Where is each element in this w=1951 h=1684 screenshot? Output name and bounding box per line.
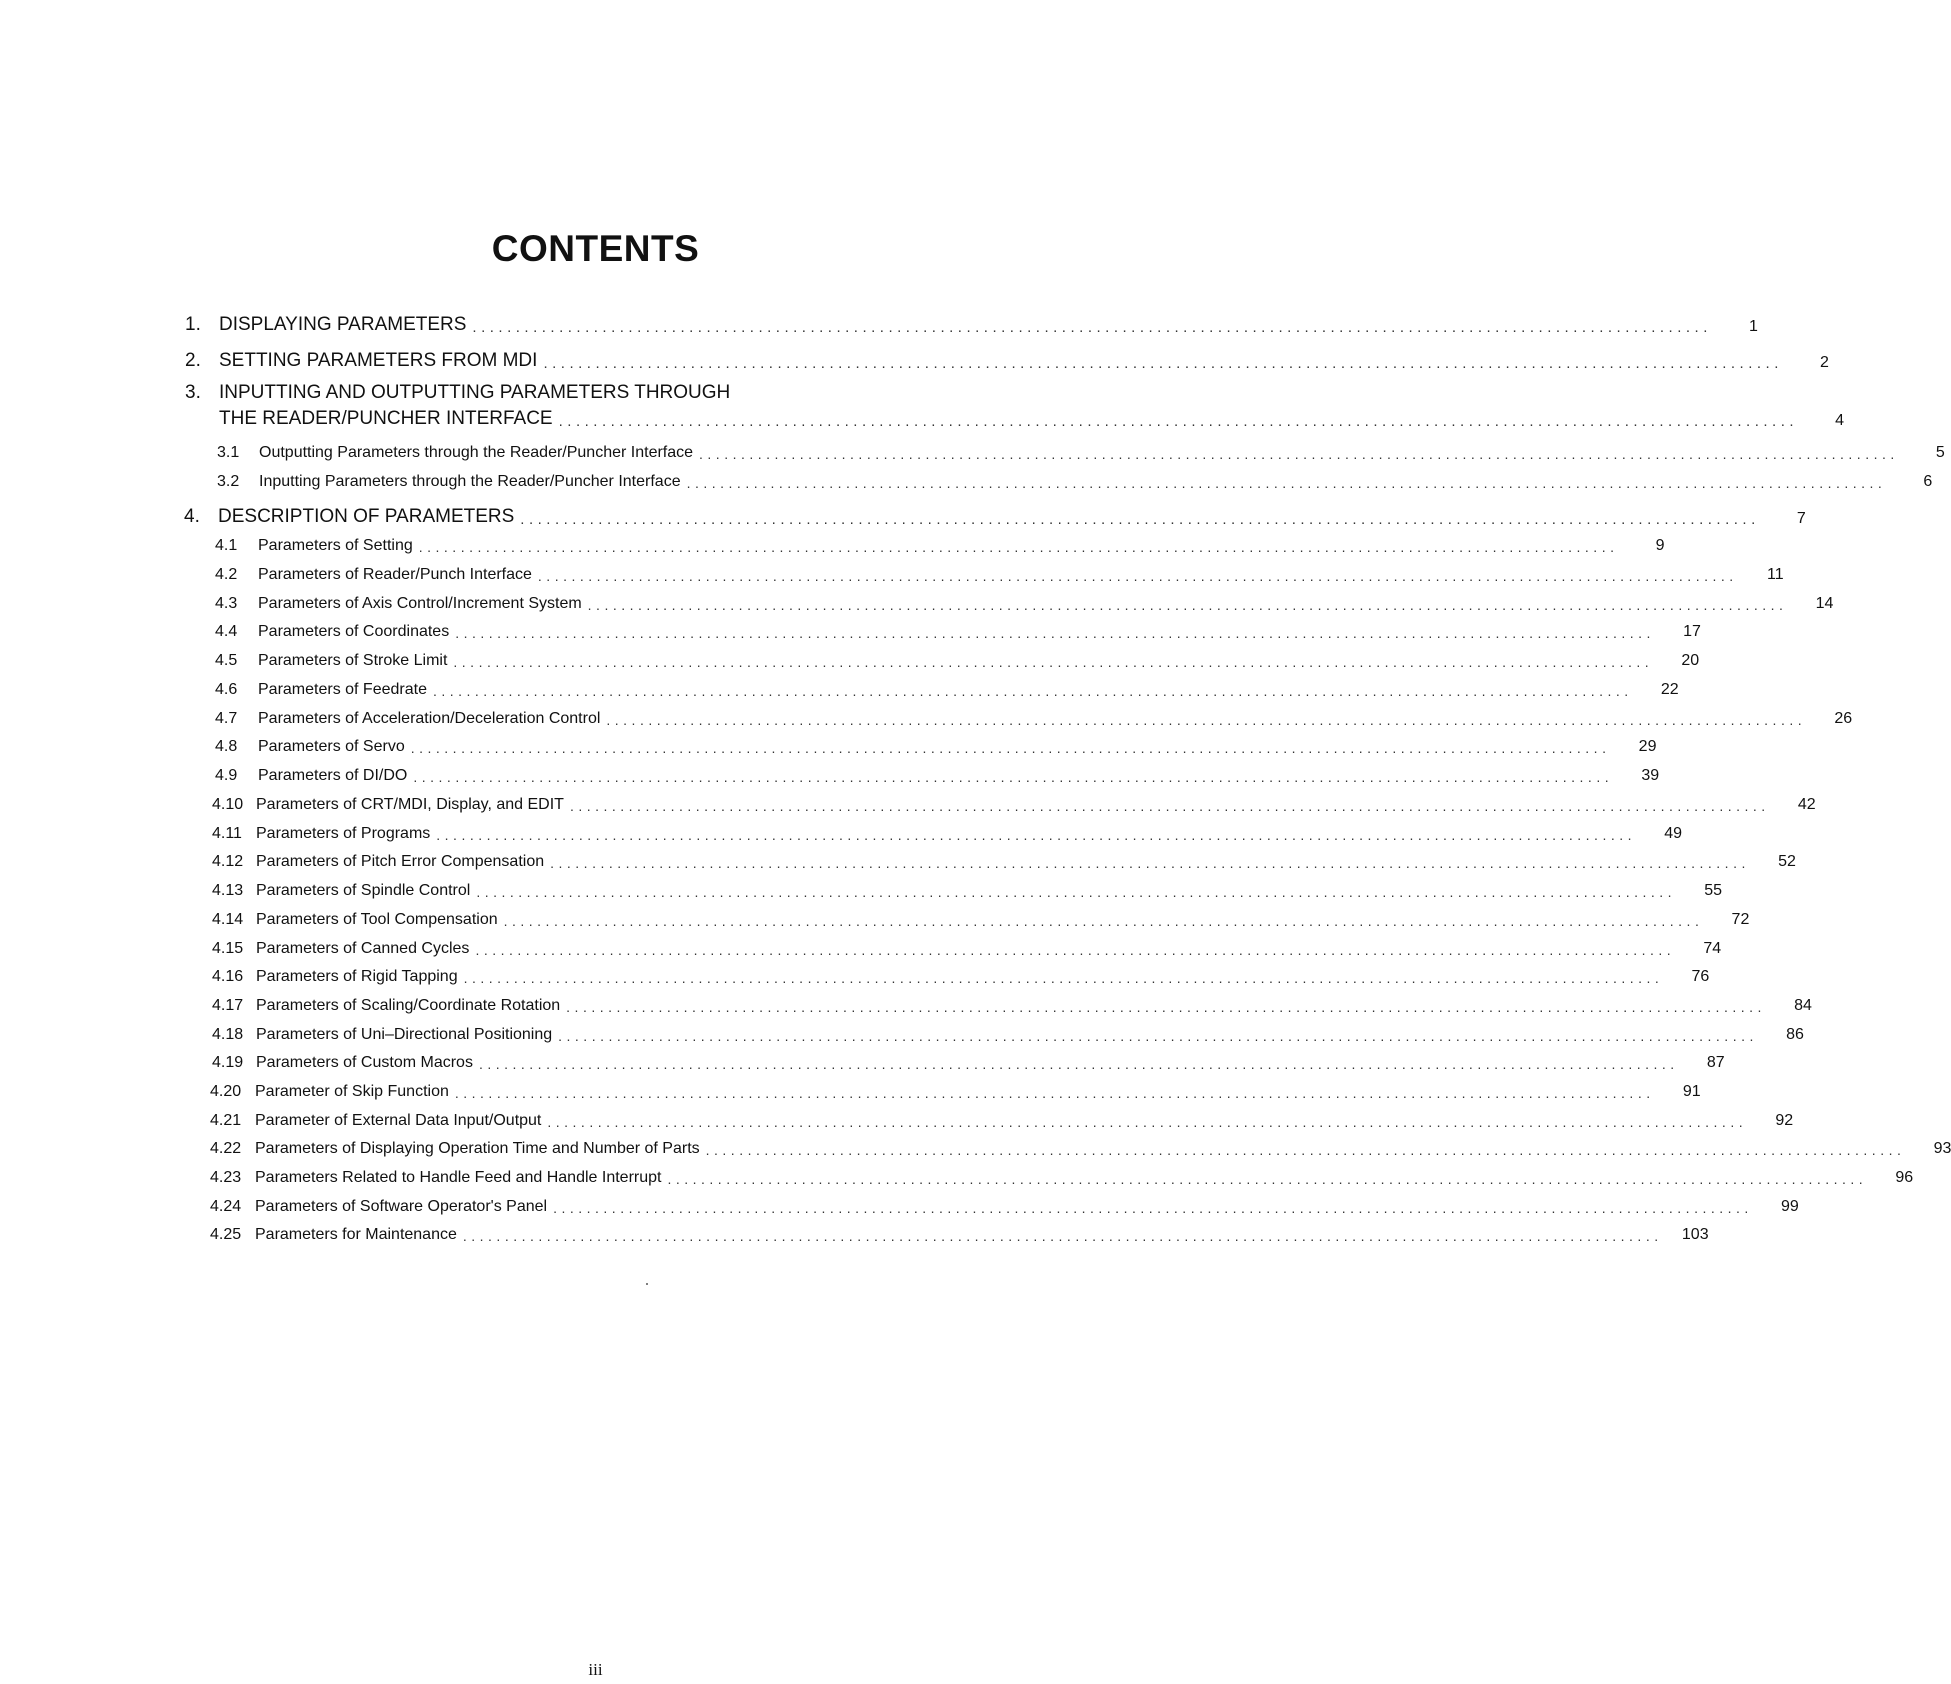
dot-leader: ............................................................................................................................................... — [436, 827, 1637, 843]
toc-entry-page: 86 — [1786, 1026, 1804, 1043]
toc-entry[interactable] — [217, 434, 1945, 462]
toc-entry-page: 91 — [1682, 1083, 1701, 1100]
toc-entry[interactable] — [215, 728, 1657, 756]
toc-entry-page: 1 — [1748, 318, 1758, 335]
toc-entry-page: 6 — [1923, 473, 1933, 490]
toc-entry-label: Outputting Parameters through the Reader/Puncher Interface — [259, 444, 694, 461]
toc-entry-label: Parameter of Skip Function — [255, 1083, 449, 1100]
toc-entry-number: 1. — [185, 314, 201, 335]
toc-entry-label: Parameters of Reader/Punch Interface — [258, 566, 532, 583]
toc-entry[interactable] — [215, 757, 1660, 785]
dot-leader: ............................................................................................................................................... — [413, 769, 1614, 785]
toc-entry-number: 4.13 — [212, 882, 244, 899]
toc-entry-label: DISPLAYING PARAMETERS — [219, 314, 467, 335]
toc-entry-page: 2 — [1819, 354, 1829, 371]
toc-entry-page: 99 — [1781, 1198, 1799, 1215]
toc-entry-page: 74 — [1703, 940, 1722, 957]
toc-entry-number: 4.16 — [212, 968, 244, 985]
toc-entry[interactable] — [185, 340, 1829, 372]
toc-entry-number: 4.2 — [215, 566, 238, 583]
toc-entry[interactable] — [212, 872, 1723, 900]
toc-entry-page: 92 — [1775, 1112, 1794, 1129]
toc-entry-page: 103 — [1681, 1226, 1709, 1243]
toc-entry-label: DESCRIPTION OF PARAMETERS — [218, 506, 515, 527]
toc-entry[interactable] — [215, 671, 1679, 699]
toc-entry-label: Parameters of Stroke Limit — [258, 652, 448, 669]
toc-entry-page: 72 — [1731, 911, 1750, 928]
toc-entry-label: SETTING PARAMETERS FROM MDI — [219, 350, 538, 371]
toc-entry-page: 84 — [1794, 997, 1812, 1014]
toc-entry[interactable] — [215, 585, 1834, 613]
dot-leader: ............................................................................................................................................... — [418, 539, 1619, 555]
dot-leader: ............................................................................................................................................... — [454, 1085, 1655, 1101]
dot-leader: ............................................................................................................................................... — [566, 999, 1766, 1015]
toc-entry-page: 52 — [1778, 853, 1796, 870]
toc-entry-label: Parameters of Pitch Error Compensation — [256, 853, 545, 870]
toc-entry-page: 29 — [1638, 738, 1657, 755]
toc-entry-label: Parameters of Tool Compensation — [256, 911, 498, 928]
toc-entry-label: Parameters of DI/DO — [258, 767, 408, 784]
toc-entry-label: Inputting Parameters through the Reader/Puncher Interface — [259, 473, 681, 490]
toc-entry[interactable] — [212, 958, 1710, 986]
dot-leader: ............................................................................................................................................... — [667, 1171, 1868, 1187]
toc-entry-label: THE READER/PUNCHER INTERFACE — [219, 408, 553, 429]
toc-entry-page: 7 — [1796, 510, 1806, 527]
toc-entry-label: Parameters of Coordinates — [258, 623, 450, 640]
dot-leader: ............................................................................................................................................... — [699, 446, 1899, 462]
toc-entry-page: 39 — [1641, 767, 1660, 784]
toc-entry[interactable] — [215, 642, 1700, 670]
toc-entry[interactable] — [210, 1216, 1709, 1244]
dot-leader: ............................................................................................................................................... — [455, 625, 1655, 641]
toc-entry-number: 4.10 — [212, 796, 244, 813]
dot-leader: ............................................................................................................................................... — [463, 970, 1664, 986]
toc-entry-number: 4.6 — [215, 681, 238, 698]
toc-entry-number: 4.5 — [215, 652, 238, 669]
toc-entry[interactable] — [217, 463, 1933, 491]
toc-entry-number: 4.17 — [212, 997, 244, 1014]
toc-entry-label: Parameters of CRT/MDI, Display, and EDIT — [256, 796, 564, 813]
toc-entry-number: 4.11 — [212, 825, 242, 842]
toc-entry-number: 4.22 — [210, 1140, 242, 1157]
dot-leader: ............................................................................................................................................... — [606, 712, 1807, 728]
toc-entry-label: Parameters of Custom Macros — [256, 1054, 473, 1071]
toc-entry[interactable] — [212, 930, 1722, 958]
dot-leader: ............................................................................................................................................... — [503, 913, 1704, 929]
dot-leader: ............................................................................................................................................... — [558, 1028, 1758, 1044]
dot-leader: ............................................................................................................................................... — [476, 884, 1677, 900]
toc-entry-label: Parameters of Scaling/Coordinate Rotation — [256, 997, 561, 1014]
toc-entry[interactable] — [210, 1102, 1794, 1130]
toc-entry-label: Parameters of Acceleration/Deceleration Control — [258, 710, 601, 727]
toc-entry[interactable] — [212, 1016, 1804, 1044]
dot-leader: ............................................................................................................................................... — [686, 475, 1887, 491]
toc-entry-label: Parameters of Uni–Directional Positioning — [256, 1026, 553, 1043]
toc-entry[interactable] — [212, 987, 1812, 1015]
toc-entry-page: 20 — [1681, 652, 1700, 669]
dot-leader: ............................................................................................................................................... — [587, 597, 1788, 613]
toc-entry[interactable] — [212, 843, 1796, 871]
toc-entry-number: 3. — [185, 382, 201, 403]
dot-leader: ............................................................................................................................................... — [537, 568, 1738, 584]
toc-entry-label-line1: INPUTTING AND OUTPUTTING PARAMETERS THROUGH — [219, 382, 731, 403]
toc-entry-page: 4 — [1835, 412, 1845, 429]
toc-entry[interactable] — [212, 1044, 1725, 1072]
toc-entry-page: 55 — [1704, 882, 1723, 899]
dot-leader: ............................................................................................................................................... — [569, 798, 1770, 814]
toc-entry-page: 87 — [1706, 1054, 1725, 1071]
dot-leader: ............................................................................................................................................... — [475, 942, 1676, 958]
toc-entry[interactable] — [210, 1188, 1799, 1216]
toc-entry-label: Parameters of Software Operator's Panel — [255, 1198, 548, 1215]
toc-entry-label: Parameters of Spindle Control — [256, 882, 471, 899]
toc-entry-label: Parameters of Canned Cycles — [256, 940, 470, 957]
toc-entry-page: 22 — [1660, 681, 1679, 698]
toc-entry-label: Parameters for Maintenance — [255, 1226, 457, 1243]
dot-leader: ............................................................................................................................................... — [705, 1142, 1906, 1158]
toc-entry-number: 4.9 — [215, 767, 238, 784]
toc-entry-page: 76 — [1691, 968, 1710, 985]
toc-entry-number: 3.2 — [217, 473, 240, 490]
toc-entry-page: 96 — [1895, 1169, 1914, 1186]
toc-entry[interactable] — [215, 556, 1784, 584]
toc-entry-number: 4.23 — [210, 1169, 242, 1186]
toc-entry-page: 49 — [1664, 825, 1683, 842]
toc-entry-number: 2. — [185, 350, 201, 371]
toc-entry-number: 4.14 — [212, 911, 244, 928]
page-title: CONTENTS — [491, 228, 700, 269]
dot-leader: ............................................................................................................................................... — [547, 1114, 1748, 1130]
toc-entry-number: 4.4 — [215, 623, 238, 640]
toc-entry[interactable] — [219, 398, 1845, 430]
toc-entry-number: 4.15 — [212, 940, 244, 957]
dot-leader: ............................................................................................................................................... — [520, 511, 1760, 528]
dot-leader: ............................................................................................................................................... — [410, 740, 1611, 756]
toc-entry-number: 4.3 — [215, 595, 238, 612]
dot-leader: ............................................................................................................................................... — [472, 319, 1712, 336]
toc-entry-page: 93 — [1933, 1140, 1951, 1157]
dot-leader: ............................................................................................................................................... — [462, 1228, 1663, 1244]
dot-leader: ............................................................................................................................................... — [550, 855, 1750, 871]
dot-leader: ............................................................................................................................................... — [432, 683, 1633, 699]
toc-entry-label: Parameters of Axis Control/Increment System — [258, 595, 582, 612]
toc-entry-label: Parameters Related to Handle Feed and Handle Interrupt — [255, 1169, 662, 1186]
toc-entry-page: 9 — [1655, 537, 1665, 554]
toc-entry-number: 4.12 — [212, 853, 244, 870]
toc-entry[interactable] — [215, 613, 1701, 641]
toc-entry-number: 4.18 — [212, 1026, 244, 1043]
toc-entry-label: Parameters of Programs — [256, 825, 431, 842]
toc-entry-number: 3.1 — [217, 444, 240, 461]
toc-entry-label: Parameters of Rigid Tapping — [256, 968, 458, 985]
toc-entry[interactable] — [184, 496, 1806, 528]
toc-entry-label: Parameters of Servo — [258, 738, 405, 755]
toc-entry[interactable] — [215, 700, 1853, 728]
toc-entry-number: 4.8 — [215, 738, 238, 755]
toc-entry[interactable] — [210, 1130, 1951, 1158]
toc-entry-number: 4.25 — [210, 1226, 242, 1243]
toc-entry-label: Parameters of Setting — [258, 537, 413, 554]
page-number: iii — [588, 1660, 603, 1679]
toc-entry-number: 4.7 — [215, 710, 238, 727]
toc-entry-page: 14 — [1815, 595, 1834, 612]
toc-entry-number: 4.21 — [210, 1112, 242, 1129]
toc-entry-number: 4.1 — [215, 537, 238, 554]
dot-leader: ............................................................................................................................................... — [453, 654, 1654, 670]
toc-entry-page: 42 — [1797, 796, 1816, 813]
toc-entry-label: Parameters of Feedrate — [258, 681, 427, 698]
dot-leader: ............................................................................................................................................... — [543, 355, 1783, 372]
toc-entry-page: 11 — [1767, 566, 1784, 583]
toc-entry[interactable] — [212, 901, 1750, 929]
toc-entry-number: 4.19 — [212, 1054, 244, 1071]
toc-entry-label: Parameters of Displaying Operation Time and Number of Parts — [255, 1140, 700, 1157]
toc-entry-page: 5 — [1935, 444, 1945, 461]
toc-entry[interactable] — [212, 786, 1816, 814]
toc-entry[interactable] — [215, 527, 1665, 555]
toc-entry-number: 4.20 — [210, 1083, 242, 1100]
dot-leader: ............................................................................................................................................... — [558, 413, 1799, 430]
toc-entry-number: 4. — [184, 506, 200, 527]
toc-entry-page: 17 — [1683, 623, 1701, 640]
toc-entry[interactable] — [185, 304, 1758, 336]
toc-entry[interactable] — [210, 1159, 1914, 1187]
toc-entry-number: 4.24 — [210, 1198, 242, 1215]
scan-speck — [646, 1283, 648, 1285]
dot-leader: ............................................................................................................................................... — [478, 1056, 1679, 1072]
dot-leader: ............................................................................................................................................... — [553, 1200, 1753, 1216]
toc-entry-label: Parameter of External Data Input/Output — [255, 1112, 542, 1129]
toc-entry[interactable] — [210, 1073, 1701, 1101]
toc-entry[interactable] — [212, 815, 1683, 843]
toc-entry-page: 26 — [1834, 710, 1853, 727]
